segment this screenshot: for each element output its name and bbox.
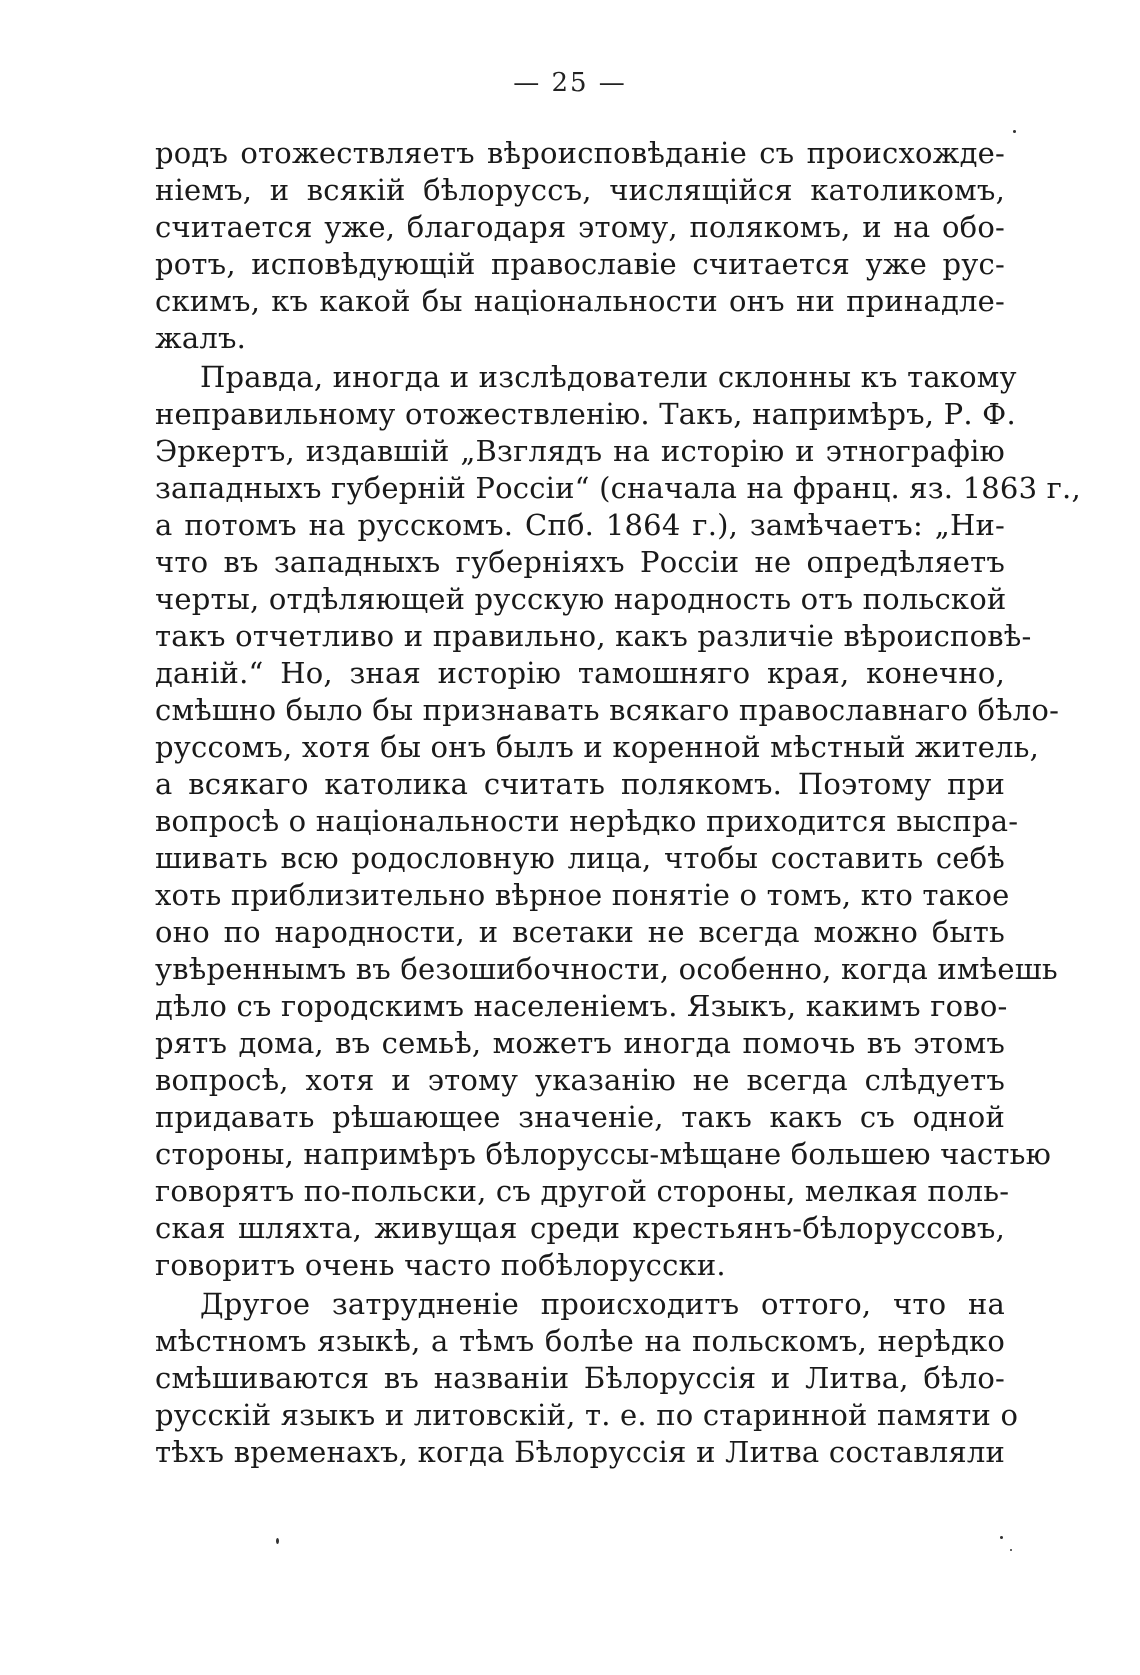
text-line: говорятъ по-польски, съ другой стороны, мелкая поль- bbox=[155, 1174, 1010, 1208]
text-line: ротъ, исповѣдующій православіе считается уже рус- bbox=[155, 247, 1005, 281]
text-line: ніемъ, и всякій бѣлоруссъ, числящійся католикомъ, bbox=[155, 173, 1005, 207]
text-line: а всякаго католика считать полякомъ. Поэтому при bbox=[155, 767, 1005, 801]
text-line: руссомъ, хотя бы онъ былъ и коренной мѣстный житель, bbox=[155, 730, 1040, 764]
body-text bbox=[155, 135, 1081, 1471]
text-line: считается уже, благодаря этому, полякомъ, и на обо- bbox=[155, 210, 1005, 244]
text-line: мѣстномъ языкѣ, а тѣмъ болѣе на польскомъ, нерѣдко bbox=[155, 1324, 1005, 1358]
text-line: вопросѣ о національности нерѣдко приходится выспра- bbox=[155, 804, 1019, 838]
paragraph-3 bbox=[155, 1286, 1019, 1471]
text-line: черты, отдѣляющей русскую народность отъ польской bbox=[155, 582, 1007, 616]
text-line: дѣло съ городскимъ населеніемъ. Языкъ, какимъ гово- bbox=[155, 989, 1008, 1023]
text-line: придавать рѣшающее значеніе, такъ какъ съ одной bbox=[155, 1100, 1005, 1134]
text-line: даній.“ Но, зная исторію тамошняго края, конечно, bbox=[155, 656, 1005, 690]
text-line: а потомъ на русскомъ. Спб. 1864 г.), замѣчаетъ: „Ни- bbox=[155, 508, 1005, 542]
text-line: тѣхъ временахъ, когда Бѣлоруссія и Литва составляли bbox=[155, 1435, 1005, 1469]
scan-speck bbox=[276, 1538, 279, 1544]
text-line: ская шляхта, живущая среди крестьянъ-бѣлоруссовъ, bbox=[155, 1211, 1005, 1245]
text-line: такъ отчетливо и правильно, какъ различіе вѣроисповѣ- bbox=[155, 619, 1032, 653]
text-line: хоть приблизительно вѣрное понятіе о томъ, кто такое bbox=[155, 878, 1010, 912]
page-number: — 25 — bbox=[513, 68, 627, 98]
paragraph-1 bbox=[155, 135, 1005, 357]
text-line: родъ отожествляетъ вѣроисповѣданіе съ происхожде- bbox=[155, 136, 1005, 170]
text-line: смѣшно было бы признавать всякаго православнаго бѣло- bbox=[155, 693, 1060, 727]
text-line: рятъ дома, въ семьѣ, можетъ иногда помочь въ этомъ bbox=[155, 1026, 1005, 1060]
text-line: что въ западныхъ губерніяхъ Россіи не опредѣляетъ bbox=[155, 545, 1005, 579]
text-line: увѣреннымъ въ безошибочности, особенно, когда имѣешь bbox=[155, 952, 1058, 986]
text-line: оно по народности, и всетаки не всегда можно быть bbox=[155, 915, 1005, 949]
text-line: Правда, иногда и изслѣдователи склонны къ такому bbox=[200, 360, 1017, 394]
text-line: русскій языкъ и литовскій, т. е. по старинной памяти о bbox=[155, 1398, 1019, 1432]
text-line: шивать всю родословную лица, чтобы составить себѣ bbox=[155, 841, 1005, 875]
text-line: жалъ. bbox=[155, 321, 247, 355]
scan-speck bbox=[1010, 1549, 1012, 1551]
text-line: западныхъ губерній Россіи“ (сначала на франц. яз. 1863 г., bbox=[155, 471, 1081, 505]
text-line: вопросѣ, хотя и этому указанію не всегда слѣдуетъ bbox=[155, 1063, 1005, 1097]
paragraph-2 bbox=[155, 359, 1081, 1284]
text-line: стороны, напримѣръ бѣлоруссы-мѣщане большею частью bbox=[155, 1137, 1052, 1171]
text-line: Другое затрудненіе происходитъ оттого, что на bbox=[200, 1287, 1005, 1321]
text-line: говоритъ очень часто побѣлорусски. bbox=[155, 1248, 726, 1282]
scan-speck bbox=[1013, 130, 1016, 133]
text-line: неправильному отожествленію. Такъ, напримѣръ, Р. Ф. bbox=[155, 397, 1016, 431]
scan-speck bbox=[1000, 1536, 1003, 1539]
text-line: Эркертъ, издавшій „Взглядъ на исторію и этнографію bbox=[155, 434, 1005, 468]
text-line: скимъ, къ какой бы національности онъ ни принадле- bbox=[155, 284, 1005, 318]
text-line: смѣшиваются въ названіи Бѣлоруссія и Литва, бѣло- bbox=[155, 1361, 1005, 1395]
